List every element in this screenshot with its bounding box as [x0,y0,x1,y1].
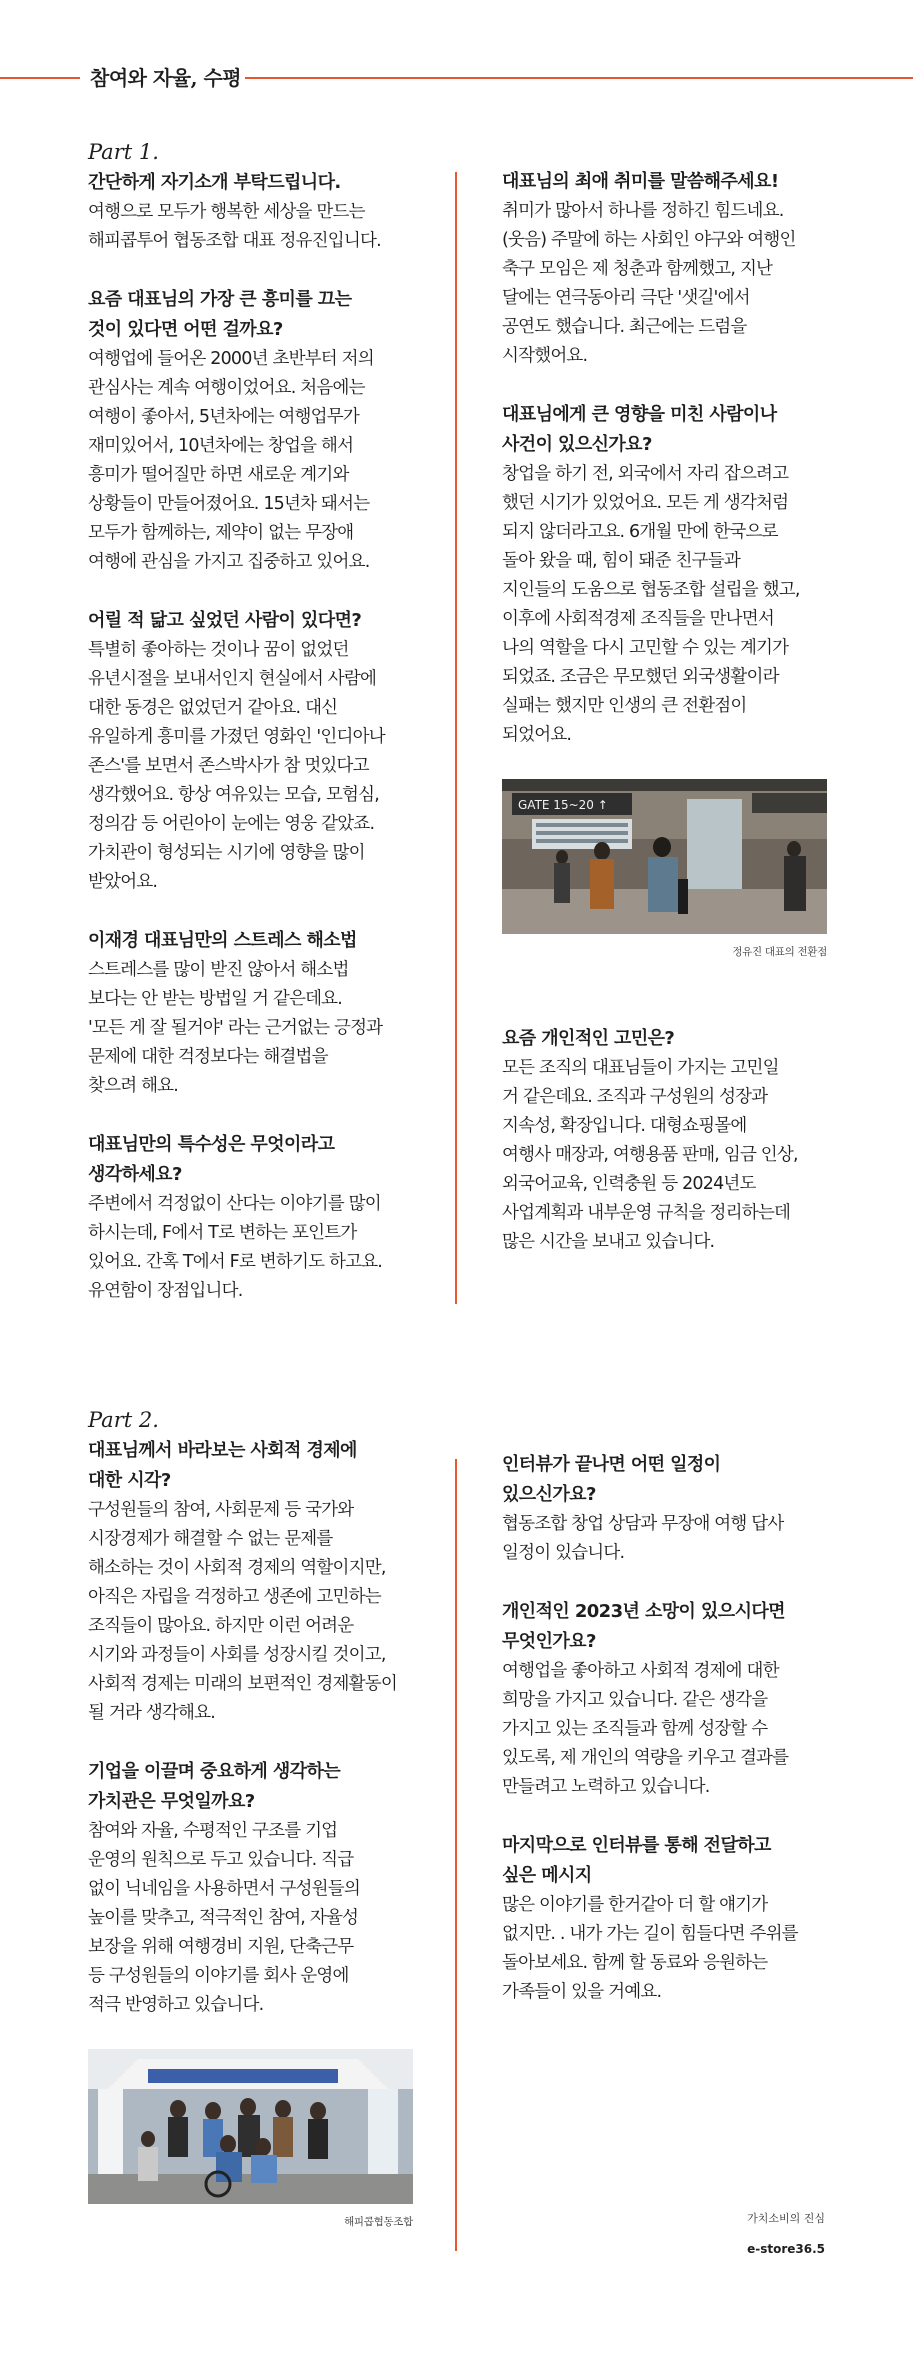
footer-brand: e-store36.5 [747,2242,825,2256]
column-divider-part2 [455,1459,457,2251]
qa-block [502,1597,827,1802]
question-heading: 요즘 개인적인 고민은? [502,1028,675,1049]
question-heading: 대표님에게 큰 영향을 미친 사람이나 사건이 있으신가요? [502,404,777,455]
answer-text: 여행업에 들어온 2000년 초반부터 저의 관심사는 계속 여행이었어요. 처음에는 여행이 좋아서, 5년차에는 여행업무가 재미있어서, 10년차에는 창업을 해서 흥미가 떨어질만 하면 새로운 계기와 상황들이 만들어졌어요. 15년차 돼서는 모두가 함께하는, 제약이 없는 무장애 여행에 관심을 가지고 집중하고 있어요. [88,349,374,572]
answer-text: 창업을 하기 전, 외국에서 자리 잡으려고 했던 시기가 있었어요. 모든 게 생각처럼 되지 않더라고요. 6개월 만에 한국으로 돌아 왔을 때, 힘이 돼준 친구들과 지인들의 도움으로 협동조합 설립을 했고, 이후에 사회적경제 조직들을 만나면서 나의 역할을 다시 고민할 수 있는 계기가 되었죠. 조금은 무모했던 외국생활이라 실패는 했지만 인생의 큰 전환점이 되었어요. [502,464,800,745]
gate-sign-text: GATE 15~20 ↑ [518,798,608,812]
photo-caption: 해피콥협동조합 [344,2216,413,2228]
qa-block [502,400,827,750]
answer-text: 취미가 많아서 하나를 정하긴 힘드네요. (웃음) 주말에 하는 사회인 야구와 여행인 축구 모임은 제 청춘과 함께했고, 지난 달에는 연극동아리 극단 '샛길'에서 공연도 했습니다. 최근에는 드럼을 시작했어요. [502,201,796,366]
qa-block [88,606,413,897]
question-heading: 이재경 대표님만의 스트레스 해소법 [88,930,357,951]
qa-block [88,285,413,577]
question-heading: 대표님만의 특수성은 무엇이라고 생각하세요? [88,1134,335,1185]
answer-text: 협동조합 창업 상담과 무장애 여행 답사 일정이 있습니다. [502,1514,784,1563]
question-heading: 간단하게 자기소개 부탁드립니다. [88,172,341,193]
part-label: Part 2. [88,1408,159,1432]
question-heading: 어릴 적 닮고 싶었던 사람이 있다면? [88,610,362,631]
answer-text: 구성원들의 참여, 사회문제 등 국가와 시장경제가 해결할 수 없는 문제를 해소하는 것이 사회적 경제의 역할이지만, 아직은 자립을 걱정하고 생존에 고민하는 조직들이 많아요. 하지만 이런 어려운 시기와 과정들이 사회를 성장시킬 것이고, 사회적 경제는 미래의 보편적인 경제활동이 될 거라 생각해요. [88,1500,397,1723]
footer-tagline: 가치소비의 진심 [747,2212,825,2225]
answer-text: 모든 조직의 대표님들이 가지는 고민일 거 같은데요. 조직과 구성원의 성장과 지속성, 확장입니다. 대형쇼핑몰에 여행사 매장과, 여행용품 판매, 임금 인상, 외국어교육, 인력충원 등 2024년도 사업계획과 내부운영 규칙을 정리하는데 많은 시간을 보내고 있습니다. [502,1058,798,1252]
answer-text: 주변에서 걱정없이 산다는 이야기를 많이 하시는데, F에서 T로 변하는 포인트가 있어요. 간혹 T에서 F로 변하기도 하고요. 유연함이 장점입니다. [88,1194,383,1301]
question-heading: 인터뷰가 끝나면 어떤 일정이 있으신가요? [502,1454,721,1505]
question-heading: 대표님께서 바라보는 사회적 경제에 대한 시각? [88,1440,357,1491]
answer-text: 여행으로 모두가 행복한 세상을 만드는 해피콥투어 협동조합 대표 정유진입니다. [88,202,381,251]
header-rule-left [0,77,80,79]
qa-block [88,926,413,1101]
qa-block [502,167,827,371]
question-heading: 대표님의 최애 취미를 말씀해주세요! [502,171,779,192]
section-title: 참여와 자율, 수평 [90,66,242,90]
part-label: Part 1. [88,140,159,164]
part2-left-column [88,1408,413,2229]
answer-text: 여행업을 좋아하고 사회적 경제에 대한 희망을 가지고 있습니다. 같은 생각을 가지고 있는 조직들과 함께 성장할 수 있도록, 제 개인의 역량을 키우고 결과를 만들려고 노력하고 있습니다. [502,1661,789,1797]
answer-text: 스트레스를 많이 받진 않아서 해소법 보다는 안 받는 방법일 거 같은데요. '모든 게 잘 될거야' 라는 근거없는 긍정과 문제에 대한 걱정보다는 해결법을 찾으려 해요. [88,960,383,1096]
question-heading: 기업을 이끌며 중요하게 생각하는 가치관은 무엇일까요? [88,1761,341,1812]
qa-block [88,1757,413,2020]
footer [747,2210,825,2256]
qa-block [88,1130,413,1306]
qa-block [88,1436,413,1728]
part1-left-column [88,140,413,1335]
team-photo-image [88,2049,413,2204]
header-rule-right [245,77,913,79]
qa-block [502,1024,827,1257]
part1-right-column [502,167,827,1286]
qa-block [88,168,413,256]
team-photo [88,2049,413,2204]
part2-right-column [502,1450,827,2036]
answer-text: 많은 이야기를 한거같아 더 할 얘기가 없지만. . 내가 가는 길이 힘들다면 주위를 돌아보세요. 함께 할 동료와 응원하는 가족들이 있을 거예요. [502,1895,798,2002]
airport-photo-image [502,779,827,934]
question-heading: 개인적인 2023년 소망이 있으시다면 무엇인가요? [502,1601,785,1652]
photo-caption: 정유진 대표의 전환점 [732,946,827,958]
qa-block [502,1450,827,1568]
question-heading: 요즘 대표님의 가장 큰 흥미를 끄는 것이 있다면 어떤 걸까요? [88,289,352,340]
question-heading: 마지막으로 인터뷰를 통해 전달하고 싶은 메시지 [502,1835,771,1886]
answer-text: 참여와 자율, 수평적인 구조를 기업 운영의 원칙으로 두고 있습니다. 직급 없이 닉네임을 사용하면서 구성원들의 높이를 맞추고, 적극적인 참여, 자율성 보장을 위해 여행경비 지원, 단축근무 등 구성원들의 이야기를 회사 운영에 적극 반영하고 있습니다. [88,1821,360,2015]
airport-photo [502,779,827,934]
answer-text: 특별히 좋아하는 것이나 꿈이 없었던 유년시절을 보내서인지 현실에서 사람에 대한 동경은 없었던거 같아요. 대신 유일하게 흥미를 가졌던 영화인 '인디아나 존스'를 보면서 존스박사가 참 멋있다고 생각했어요. 항상 여유있는 모습, 모험심, 정의감 등 어린아이 눈에는 영웅 같았죠. 가치관이 형성되는 시기에 영향을 많이 받았어요. [88,640,385,892]
column-divider-part1 [455,172,457,1304]
qa-block [502,1831,827,2007]
